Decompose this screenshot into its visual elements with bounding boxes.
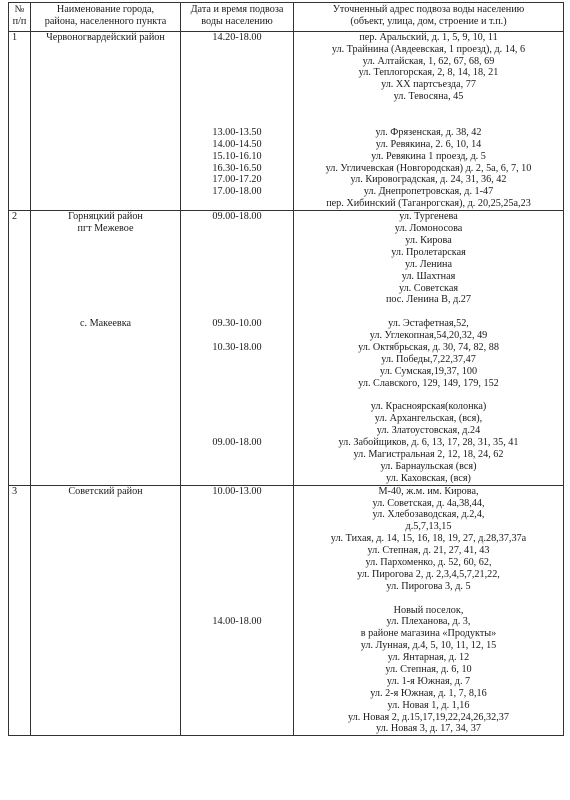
address-line: ул. Тихая, д. 14, 15, 16, 18, 19, 27, д.28,37,37а — [330, 533, 527, 545]
address-line: ул. Архангельская, (вся), — [374, 413, 483, 425]
address-line: пос. Ленина В, д.27 — [385, 294, 471, 306]
address-line: ул. Ленина — [404, 258, 453, 270]
address-line: ул. Красноярская(колонка) — [370, 401, 487, 413]
address-line: ул. Новая 3, д. 17, 34, 37 — [376, 723, 481, 735]
header-text: п/п — [12, 15, 27, 27]
address-line: ул. Углекопная,54,20,32, 49 — [369, 330, 488, 342]
address-cell — [294, 31, 564, 210]
place-name: Советский район — [68, 485, 143, 497]
address-line: ул. Трайнина (Авдеевская, 1 проезд), д. 14, 6 — [331, 43, 526, 55]
place-name: Червоногвардейский район — [46, 31, 165, 43]
address-line: М-40, ж.м. им. Кирова, — [378, 485, 479, 497]
address-line: ул. Советская, д. 4а,38,44, — [372, 497, 485, 509]
time-value: 09.30-10.00 — [212, 318, 262, 330]
row-number: 3 — [9, 485, 31, 736]
address-line: ул. Пархоменко, д. 52, 60, 62, — [365, 556, 492, 568]
water-delivery-table — [8, 2, 564, 736]
address-line: ул. Степная, д. 21, 27, 41, 43 — [367, 545, 490, 557]
address-line: ул. Хлебозаводская, д.2,4, — [372, 509, 485, 521]
address-line: ул. Кирова — [405, 234, 452, 246]
time-value: 17.00-17.20 — [212, 174, 262, 186]
place-cell — [31, 485, 181, 736]
time-value: 16.30-16.50 — [212, 162, 262, 174]
address-line: ул. Сумская,19,37, 100 — [379, 365, 478, 377]
address-line: ул. Тевосяна, 45 — [393, 91, 464, 103]
time-value: 14.00-14.50 — [212, 138, 262, 150]
header-text: (объект, улица, дом, строение и т.п.) — [350, 15, 507, 27]
address-line: ул. Кировоградская, д. 24, 31, 36, 42 — [350, 174, 507, 186]
address-line: ул. Славского, 129, 149, 179, 152 — [358, 377, 499, 389]
address-line: ул. Алтайская, 1, 62, 67, 68, 69 — [362, 55, 495, 67]
address-line: ул. Пирогова 3, д. 5 — [386, 580, 471, 592]
address-line: ул. Фрязенская, д. 38, 42 — [375, 126, 482, 138]
time-cell — [181, 211, 294, 485]
address-line: ул. Ревякина, 2. 6, 10, 14 — [375, 138, 482, 150]
address-line: ул. Тургенева — [399, 211, 458, 223]
time-value: 09.00-18.00 — [212, 211, 262, 223]
time-value: 17.00-18.00 — [212, 186, 262, 198]
address-line: в районе магазина «Продукты» — [360, 628, 497, 640]
table-row — [9, 211, 564, 485]
address-line: ул. Степная, д. 6, 10 — [385, 664, 472, 675]
address-line: Новый поселок, — [393, 604, 464, 616]
address-line: пер. Аральский, д. 1, 5, 9, 10, 11 — [359, 31, 498, 43]
time-value: 10.00-13.00 — [212, 485, 262, 497]
place-cell — [31, 31, 181, 210]
header-time — [181, 3, 294, 32]
address-line: ул. Златоустовская, д.24 — [376, 425, 481, 437]
header-text: № — [14, 4, 25, 15]
time-value: 09.00-18.00 — [212, 437, 262, 449]
address-line: ул. Забойщиков, д. 6, 13, 17, 28, 31, 35, 41 — [338, 437, 519, 449]
address-line: ул. Победы,7,22,37,47 — [381, 353, 476, 365]
time-value: 14.20-18.00 — [212, 31, 262, 43]
row-number: 2 — [9, 211, 31, 485]
time-cell — [181, 31, 294, 210]
place-name: с. Макеевка — [79, 318, 132, 330]
address-line: ул. Лунная, д.4, 5, 10, 11, 12, 15 — [360, 640, 497, 652]
address-line: ул. Магистральная 2, 12, 18, 24, 62 — [353, 448, 504, 460]
address-line: ул. Новая 2, д.15,17,19,22,24,26,32,37 — [348, 711, 509, 723]
table-header-row — [9, 3, 564, 32]
address-line: ул. Барнаульская (вся) — [380, 460, 477, 472]
address-line: ул. Угличевская (Новгородская) д. 2, 5а, 6, 7, 10 — [325, 162, 532, 174]
address-line: д.5,7,13,15 — [405, 521, 452, 533]
address-line: ул. Янтарная, д. 12 — [387, 652, 470, 664]
address-line: ул. ХХ партсъезда, 77 — [381, 79, 476, 91]
address-line: ул. Октябрьская, д. 30, 74, 82, 88 — [358, 341, 499, 353]
place-name: Горняцкий район пгт Межевое — [68, 211, 143, 235]
place-cell — [31, 211, 181, 485]
header-text: Уточненный адрес подвоза воды населению — [332, 4, 525, 15]
address-line: ул. Шахтная — [401, 270, 456, 282]
address-cell — [294, 211, 564, 485]
address-line: ул. 1-я Южная, д. 7 — [386, 675, 471, 687]
row-number: 1 — [9, 31, 31, 210]
address-line: ул. Теплогорская, 2, 8, 14, 18, 21 — [358, 67, 499, 79]
address-line: пер. Хибинский (Таганрогская), д. 20,25,25а,23 — [326, 198, 531, 210]
address-line: ул. Советская — [398, 282, 459, 294]
address-line: ул. Новая 1, д. 1,16 — [387, 699, 470, 711]
time-cell — [181, 485, 294, 736]
address-line: ул. 2-я Южная, д. 1, 7, 8,16 — [370, 687, 487, 699]
header-text: района, населенного пункта — [44, 15, 167, 27]
time-value: 10.30-18.00 — [212, 341, 262, 353]
address-line: ул. Каховская, (вся) — [386, 472, 471, 484]
time-value: 14.00-18.00 — [212, 616, 262, 628]
time-value: 15.10-16.10 — [212, 150, 262, 162]
table-row — [9, 31, 564, 210]
table-row — [9, 485, 564, 736]
address-line: ул. Ревякина 1 проезд, д. 5 — [371, 150, 486, 162]
header-name — [31, 3, 181, 32]
header-text: Дата и время подвоза — [190, 4, 284, 15]
address-cell — [294, 485, 564, 736]
address-line: ул. Днепропетровская, д. 1-47 — [363, 186, 494, 198]
header-num — [9, 3, 31, 32]
header-address — [294, 3, 564, 32]
header-text: воды населению — [201, 15, 273, 27]
time-value: 13.00-13.50 — [212, 126, 262, 138]
header-text: Наименование города, — [56, 4, 155, 15]
address-line: ул. Плеханова, д. 3, — [386, 616, 471, 628]
address-line: ул. Пролетарская — [391, 246, 466, 258]
address-line: ул. Ломоносова — [394, 223, 463, 235]
address-line: ул. Эстафетная,52, — [388, 318, 469, 330]
address-line: ул. Пирогова 2, д. 2,3,4,5,7,21,22, — [357, 568, 500, 580]
